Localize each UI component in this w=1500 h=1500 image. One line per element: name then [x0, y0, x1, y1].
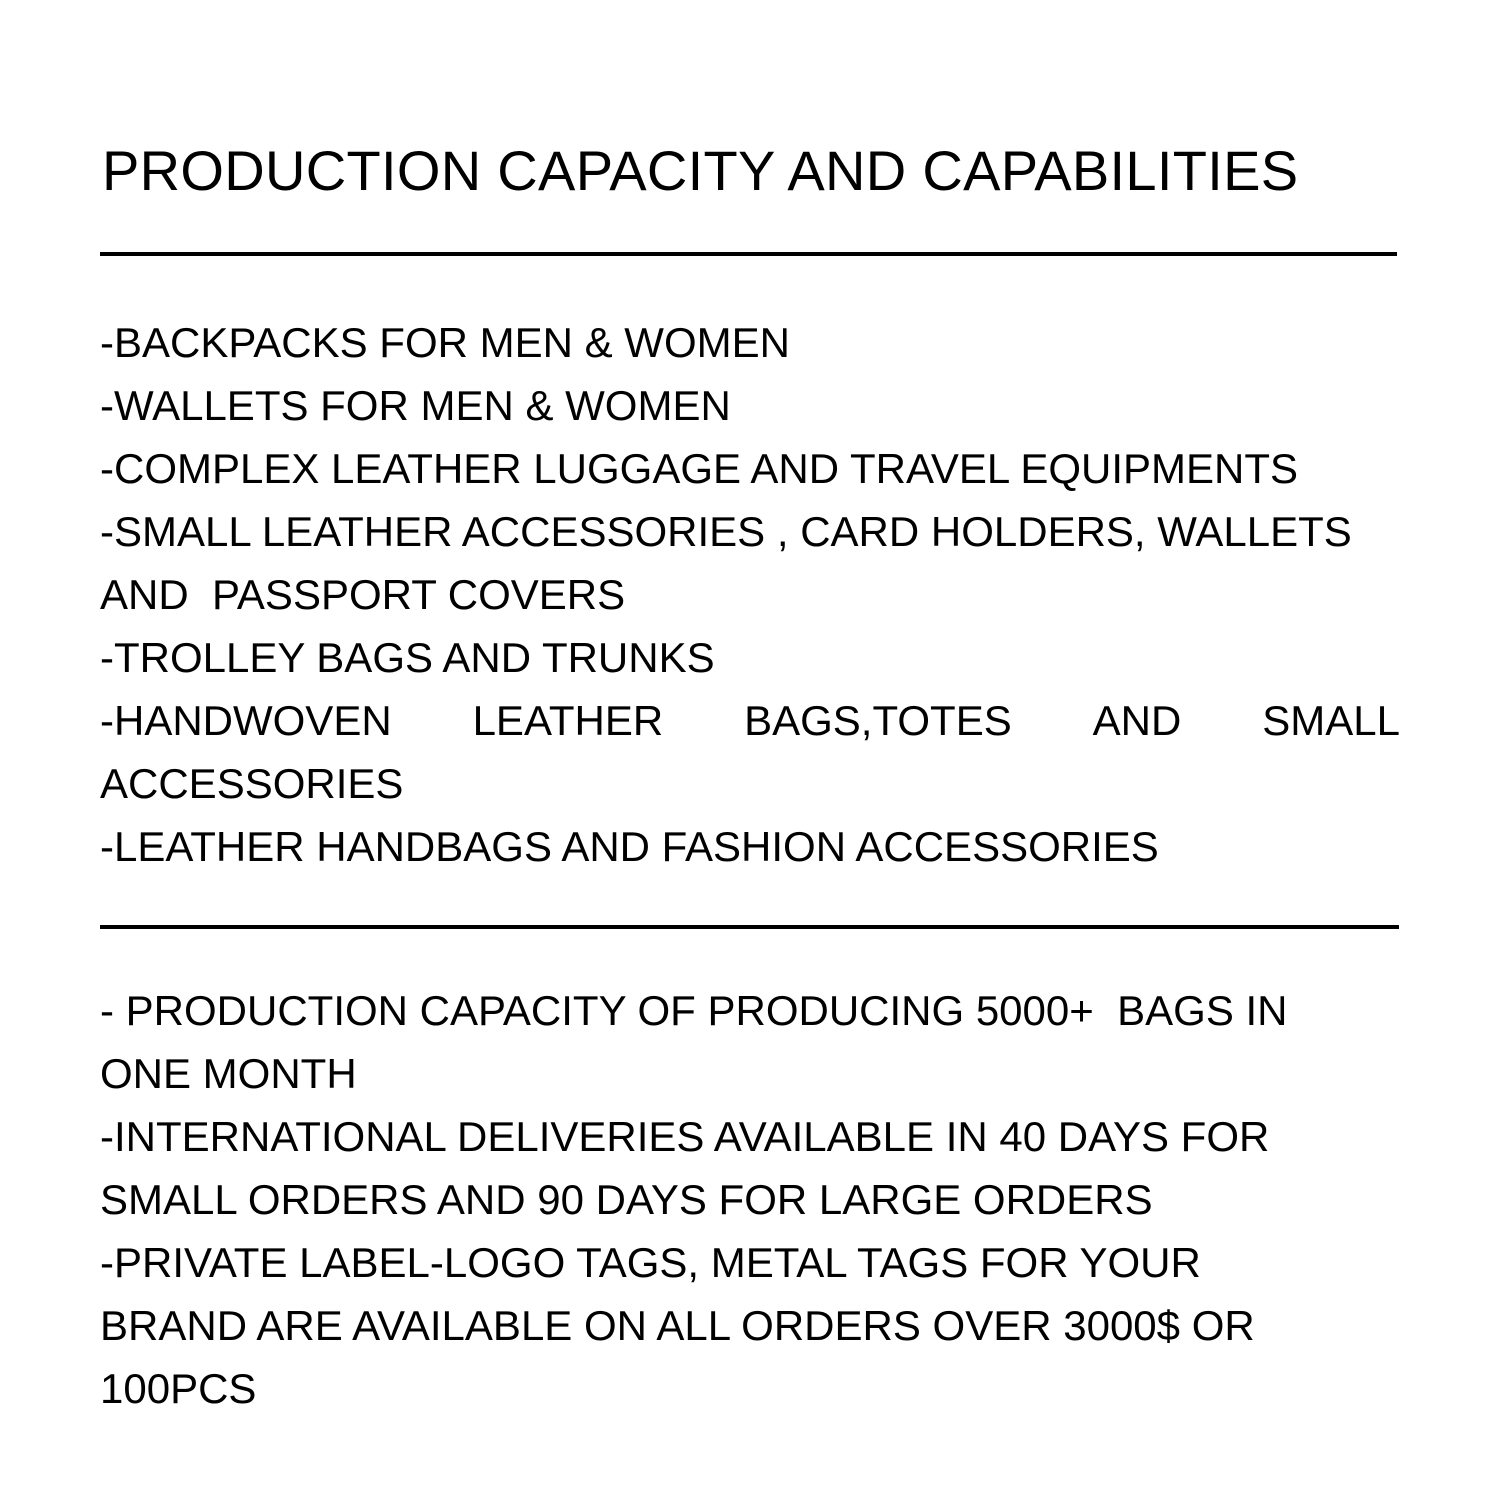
- capability-line: - PRODUCTION CAPACITY OF PRODUCING 5000+ BAGS IN: [100, 987, 1288, 1034]
- list-item-continuation: AND PASSPORT COVERS: [100, 571, 626, 618]
- capability-line: BRAND ARE AVAILABLE ON ALL ORDERS OVER 3000$ OR: [100, 1302, 1255, 1349]
- justified-word: SMALL: [1262, 697, 1400, 744]
- list-item: -BACKPACKS FOR MEN & WOMEN: [100, 319, 790, 366]
- page-title: PRODUCTION CAPACITY AND CAPABILITIES: [102, 139, 1299, 202]
- divider-middle: [100, 925, 1399, 929]
- list-item: -COMPLEX LEATHER LUGGAGE AND TRAVEL EQUIPMENTS: [100, 445, 1299, 492]
- justified-word: LEATHER: [472, 697, 664, 744]
- justified-word: -HANDWOVEN: [100, 697, 392, 744]
- list-item: -TROLLEY BAGS AND TRUNKS: [100, 634, 715, 681]
- capability-line: 100PCS: [100, 1365, 257, 1412]
- list-item: -WALLETS FOR MEN & WOMEN: [100, 382, 731, 429]
- capability-line: SMALL ORDERS AND 90 DAYS FOR LARGE ORDERS: [100, 1176, 1153, 1223]
- list-item: -SMALL LEATHER ACCESSORIES , CARD HOLDERS, WALLETS: [100, 508, 1352, 555]
- list-item-justified: [100, 689, 1400, 752]
- justified-word: BAGS,TOTES: [744, 697, 1012, 744]
- product-list: [100, 311, 1400, 878]
- capability-list: [100, 979, 1400, 1420]
- list-item: -LEATHER HANDBAGS AND FASHION ACCESSORIES: [100, 823, 1159, 870]
- divider-top: [100, 252, 1397, 256]
- list-item-continuation: ACCESSORIES: [100, 760, 404, 807]
- capability-line: ONE MONTH: [100, 1050, 357, 1097]
- capability-line: -PRIVATE LABEL-LOGO TAGS, METAL TAGS FOR YOUR: [100, 1239, 1201, 1286]
- capability-line: -INTERNATIONAL DELIVERIES AVAILABLE IN 40 DAYS FOR: [100, 1113, 1270, 1160]
- justified-word: AND: [1092, 697, 1182, 744]
